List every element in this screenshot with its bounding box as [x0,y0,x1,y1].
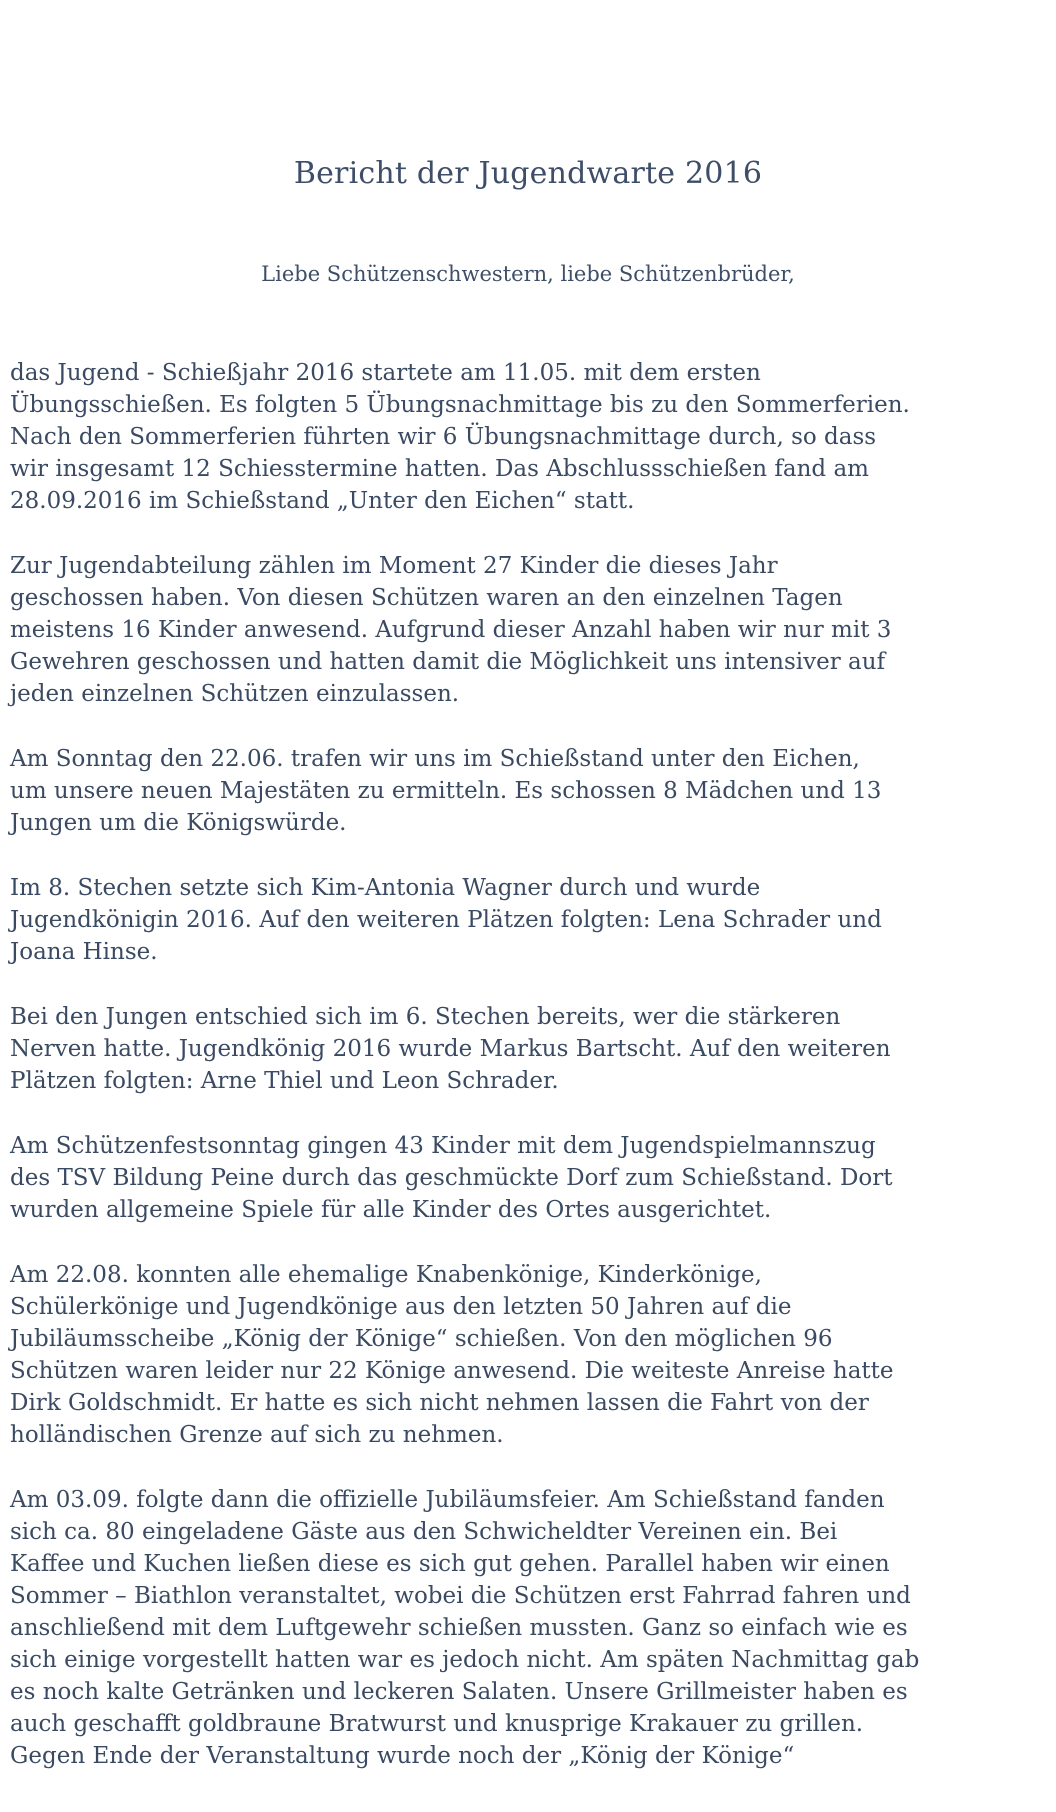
paragraph: das Jugend - Schießjahr 2016 startete am 11.05. mit dem ersten Übungsschießen. Es folgten 5 Übungsnachmittage bis zu den Sommerferien. Nach den Sommerferien führten wir 6 Übungsnachmittage durch, so dass wir insgesamt 12 Schiesstermine hatten. Das Abschlussschießen fand am 28.09.2016 im Schießstand „Unter den Eichen“ statt. [10,360,910,514]
paragraph: Zur Jugendabteilung zählen im Moment 27 Kinder die dieses Jahr geschossen haben. Von diesen Schützen waren an den einzelnen Tagen meistens 16 Kinder anwesend. Aufgrund dieser Anzahl haben wir nur mit 3 Gewehren geschossen und hatten damit die Möglichkeit uns intensiver auf jeden einzelnen Schützen einzulassen. [10,553,892,707]
document-body [10,357,1050,1805]
document-title: Bericht der Jugendwarte 2016 [293,156,763,191]
paragraph: Im 8. Stechen setzte sich Kim-Antonia Wagner durch und wurde Jugendkönigin 2016. Auf den weiteren Plätzen folgten: Lena Schrader und Joana Hinse. [10,875,882,965]
salutation: Liebe Schützenschwestern, liebe Schützenbrüder, [261,262,795,286]
paragraph: Am 22.08. konnten alle ehemalige Knabenkönige, Kinderkönige, Schülerkönige und Jugendkönige aus den letzten 50 Jahren auf die Jubiläumsscheibe „König der Könige“ schießen. Von den möglichen 96 Schützen waren leider nur 22 Könige anwesend. Die weiteste Anreise hatte Dirk Goldschmidt. Er hatte es sich nicht nehmen lassen die Fahrt von der holländischen Grenze auf sich zu nehmen. [10,1262,894,1448]
paragraph: Bei den Jungen entschied sich im 6. Stechen bereits, wer die stärkeren Nerven hatte. Jugendkönig 2016 wurde Markus Bartscht. Auf den weiteren Plätzen folgten: Arne Thiel und Leon Schrader. [10,1004,891,1094]
paragraph: Am 03.09. folgte dann die offizielle Jubiläumsfeier. Am Schießstand fanden sich ca. 80 eingeladene Gäste aus den Schwicheldter Vereinen ein. Bei Kaffee und Kuchen ließen diese es sich gut gehen. Parallel haben wir einen Sommer – Biathlon veranstaltet, wobei die Schützen erst Fahrrad fahren und anschließend mit dem Luftgewehr schießen mussten. Ganz so einfach wie es sich einige vorgestellt hatten war es jedoch nicht. Am späten Nachmittag gab es noch kalte Getränken und leckeren Salaten. Unsere Grillmeister haben es auch geschafft goldbraune Bratwurst und knusprige Krakauer zu grillen. Gegen Ende der Veranstaltung wurde noch der „König der Könige“ [10,1487,920,1769]
paragraph: Am Sonntag den 22.06. trafen wir uns im Schießstand unter den Eichen, um unsere neuen Majestäten zu ermitteln. Es schossen 8 Mädchen und 13 Jungen um die Königswürde. [10,746,882,836]
paragraph: Am Schützenfestsonntag gingen 43 Kinder mit dem Jugendspielmannszug des TSV Bildung Peine durch das geschmückte Dorf zum Schießstand. Dort wurden allgemeine Spiele für alle Kinder des Ortes ausgerichtet. [10,1133,893,1223]
